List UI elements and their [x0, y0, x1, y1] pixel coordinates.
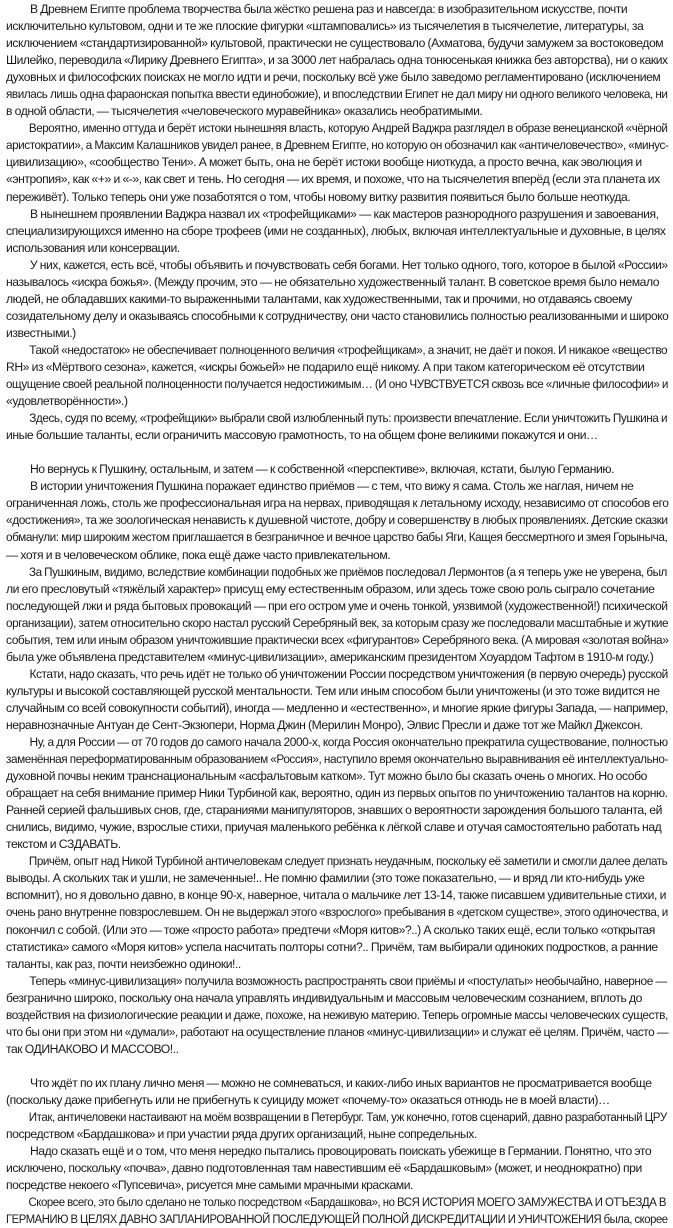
- text-line: ограниченная ложь, столь же профессиональная игра на нервах, приводящая к летальному исходу, независимо от способов его: [6, 496, 669, 511]
- text-line: — хотя и в человеческом облике, пока ещё даже часто привлекательном.: [6, 547, 391, 562]
- text-line: организации), затем относительно скоро настал русский Серебряный век, за которым сразу же последовали масштабные и жуткие: [6, 615, 669, 630]
- text-line: В нынешнем проявлении Ваджра назвал их «трофейщиками» — как мастеров разнородного разрушения и завоевания,: [29, 206, 659, 221]
- text-line: Шилейко, переводила «Лирику Древнего Египта», и за 3000 лет набралась одна тонюсенькая книжка без авторства), ни о каких: [6, 53, 668, 68]
- text-line: Итак, античеловеки настаивают на моём возвращении в Петербург. Там, уж конечно, готов сценарий, давно разработанный ЦРУ: [28, 1110, 667, 1125]
- text-line: Скорее всего, это было сделано не только посредством «Бардашкова», но ВСЯ ИСТОРИЯ МОЕГО ЗАМУЖЕСТВА И ОТЪЕЗДА В: [28, 1195, 667, 1210]
- text-line: таланты, как раз, почти неизбежно одиноки!..: [6, 956, 241, 971]
- paragraph: [6, 410, 669, 444]
- text-line: (поскольку даже прибегнуть или не прибегнуть к суициду может «почему-то» оказаться отнюдь не в моей власти)…: [6, 1093, 610, 1107]
- paragraph: [6, 973, 669, 1058]
- text-line: заменённая переформатированным образованием «Россия», наступило время окончательно выравнивания её интеллектуально-: [6, 752, 668, 767]
- text-line: покончил с собой. (Или это — тоже «просто работа» предтечи «Моря китов»?..) А сколько таких ещё, если только «открытая: [6, 922, 655, 937]
- paragraph: [6, 461, 669, 478]
- text-line: Вероятно, именно оттуда и берёт истоки нынешняя власть, которую Андрей Ваджра разглядел в образе венецианской «чёрной: [28, 121, 668, 136]
- text-line: иные большие таланты, если ограничить массовую грамотность, то на общем фоне великими покажутся и они…: [6, 428, 598, 443]
- paragraph: [6, 1143, 669, 1194]
- text-line: исключительно культовом, одни и те же плоские фигурки «штамповались» из тысячелетия в тысячелетие, литературы, за: [6, 19, 644, 34]
- paragraph: [6, 120, 669, 205]
- text-line: «энтропия», как «+» и «-», как свет и тень. Но сегодня — их время, и похоже, что на тысячелетия вперёд (если эта планета их: [6, 172, 660, 187]
- text-line: очень рано внутренне повзрослевшем. Он не выдержал этого «взрослого» пребывания в «детском существе», этого одиночества, и: [6, 905, 668, 920]
- text-line: выводы. А скольких так и ушли, не замеченные!.. Не помню фамилии (это тоже показательно, — и вряд ли кто-нибудь уже: [6, 871, 645, 886]
- text-line: За Пушкиным, видимо, вследствие комбинации подобных же приёмов последовал Лермонтов (а я теперь уже не уверена, был: [28, 564, 667, 579]
- text-line: обманули: мир широким жестом приглашается в безграничное и вечное царство бабы Яги, Кащея бессмертного и змея Горыныча,: [6, 530, 668, 545]
- text-line: Что ждёт по их плану лично меня — можно не сомневаться, и каких-либо иных вариантов не просматривается вообще: [29, 1075, 652, 1090]
- text-line: посредством «Бардашкова» и при участии ряда других организаций, ныне сопредельных.: [6, 1127, 477, 1142]
- paragraph: [6, 1075, 669, 1109]
- blank-line-spacer: [6, 444, 669, 461]
- text-line: снились, видимо, чужие, взрослые стихи, приучая маленького ребёнка к лёгкой славе и отучая самостоятельно работать над: [6, 820, 662, 835]
- text-line: была уже объявлена представителем «минус-цивилизации», американским президентом Хоуардом Тафтом в 1910-м году.): [6, 649, 654, 664]
- text-line: использования или консервации.: [6, 240, 180, 255]
- paragraph: [6, 1109, 669, 1143]
- text-line: духовной почвы неким транснациональным «асфальтовым катком». Тут можно было бы сказать очень о многих. Но особо: [6, 769, 647, 784]
- text-line: Здесь, судя по всему, «трофейщики» выбрали свой излюбленный путь: произвести впечатление. Если уничтожить Пушкина и: [29, 411, 668, 426]
- text-line: аристократии», а Максим Калашников увидел ранее, в Древнем Египте, но которую он обозначил как «античеловечество», «минус-: [6, 138, 669, 153]
- text-line: людей, не обладавших какими-то выраженными талантами, как художественными, так и прочими, но отдаваясь своему: [6, 291, 632, 306]
- text-line: случайным со всей совокупности событий), иногда — медленно и «естественно», и многие яркие фигуры Запада, — например,: [6, 700, 668, 715]
- text-line: воздействия на физиологические реакции и даже, похоже, на неживую материю. Теперь огромные массы человеческих существ,: [6, 1007, 668, 1022]
- paragraph: [6, 853, 669, 972]
- text-line: называлось «искра божья». (Между прочим, это — не обязательно художественный талант. В советское время было немало: [6, 274, 660, 289]
- text-line: В Древнем Египте проблема творчества была жёстко решена раз и навсегда: в изобразительном искусстве, почти: [29, 2, 628, 16]
- text-line: текстом и СЗДАВАТЬ.: [6, 837, 121, 852]
- text-line: последующей лжи и ряда бытовых провокаций — при его остром уме и очень тонкой, уязвимой (художественной!) психической: [6, 598, 668, 613]
- paragraph: [6, 206, 669, 257]
- text-line: Кстати, надо сказать, что речь идёт не только об уничтожении России посредством уничтожения (в первую очередь) русской: [29, 666, 668, 681]
- text-line: в одной области, — тысячелетия «человеческого муравейника» оказались необратимыми.: [6, 104, 483, 119]
- text-line: Надо сказать ещё и о том, что меня нередко пытались провоцировать поискать убежище в Германии. Понятно, что это: [29, 1144, 652, 1159]
- text-line: вспомнит), но я довольно давно, в конце 90-х, наверное, читала о мальчике лет 13-14, также писавшем удивительные стихи, и: [6, 888, 666, 903]
- blank-line-spacer: [6, 1058, 669, 1075]
- text-line: исключено, поскольку «почва», давно подготовленная там навестившим её «Бардашковым» (может, и неоднократно) при: [6, 1161, 642, 1176]
- text-line: ГЕРМАНИЮ В ЦЕЛЯХ ДАВНО ЗАПЛАНИРОВАННОЙ ПОСЛЕДУЮЩЕЙ ПОЛНОЙ ДИСКРЕДИТАЦИИ И УНИЧТОЖЕНИЯ была, скорее: [6, 1212, 668, 1227]
- text-line: переживёт). Только теперь они уже позаботятся о том, чтобы новому витку развития появиться было больше неоткуда.: [6, 189, 631, 204]
- text-line: В истории уничтожения Пушкина поражает единство приёмов — с тем, что вижу я сама. Столь же наглая, ничем не: [29, 479, 634, 494]
- text-line: безгранично широко, поскольку она начала управлять индивидуальным и массовым человеческим сознанием, вплоть до: [6, 990, 642, 1005]
- text-line: У них, кажется, есть всё, чтобы объявить и почувствовать себя богами. Нет только одного, того, которое в былой «России»: [29, 257, 668, 272]
- text-line: специализирующихся именно на сборе трофеев (ими не созданных), любых, включая интеллектуальные и духовные, в целях: [6, 223, 666, 238]
- text-line: «удовлетворённости».): [6, 394, 128, 409]
- text-line: события, тем или иным образом уничтожившие практически всех «фигурантов» Серебряного века. (А мировая «золотая война»: [6, 632, 669, 647]
- text-line: статистика» самого «Моря китов» успела насчитать полторы сотни?.. Причём, там выбирали одиноких подростков, а ранние: [6, 939, 658, 954]
- paragraph: [6, 564, 669, 666]
- text-line: «достижения», та же зоологическая ненависть к душевной чистоте, добру и совершенству в любых проявлениях. Детские сказки: [6, 513, 668, 528]
- text-line: Причём, опыт над Никой Турбиной античеловекам следует признать неудачным, поскольку её заметили и смогли далее делать: [28, 854, 668, 869]
- paragraph: [6, 342, 669, 410]
- text-line: Ранней серией фальшивых снов, где, стараниями манипуляторов, знавших о вероятности зарождения большого таланта, ей: [6, 803, 662, 818]
- text-line: неравнозначные Антуан де Сент-Экзюпери, Норма Джин (Мерилин Монро), Элвис Пресли и даже тот же Майкл Джексон.: [6, 717, 643, 732]
- text-line: Но вернусь к Пушкину, остальным, и затем — к собственной «перспективе», включая, кстати, былую Германию.: [29, 462, 614, 477]
- text-line: исключением «стандартизированной» культовой, практически не существовало (Ахматова, будучи замужем за востоковедом: [6, 36, 664, 51]
- text-line: что бы они при этом ни «думали», работают на осуществление планов «минус-цивилизации» и служат её целям. Причём, часто —: [6, 1024, 669, 1039]
- paragraph: [6, 257, 669, 342]
- text-line: так ОДИНАКОВО И МАССОВО!..: [6, 1041, 179, 1056]
- text-line: посредстве некоего «Пупсевича», рисуется мне самыми мрачными красками.: [6, 1178, 413, 1193]
- text-line: цивилизацию», «сообщество Тени». А может быть, она не берёт истоки вообще ниоткуда, а просто вечна, как эволюция и: [6, 155, 642, 170]
- paragraph: [6, 1, 669, 120]
- text-line: Такой «недостаток» не обеспечивает полноценного величия «трофейщикам», а значит, не даёт и покоя. И никакое «вещество: [29, 342, 668, 357]
- paragraph: [6, 666, 669, 734]
- text-line: известными.): [6, 325, 76, 340]
- text-line: культуры и высокой составляющей русской ментальности. Тем или иным способом были уничтожены (и это тоже видится не: [6, 683, 660, 698]
- text-line: явилась лишь одна фараонская попытка ввести единобожие), и впоследствии Египет не дал миру ни одного великого человека, ни: [6, 87, 668, 102]
- paragraph: [6, 734, 669, 853]
- text-line: обращает на себя внимание пример Ники Турбиной как, вероятно, один из первых опытов по уничтожению талантов на корню.: [6, 786, 668, 801]
- text-line: ощущение своей реальной полноценности получается недостижимым… (И оно ЧУВСТВУЕТСЯ сквозь все «личные философии» и: [6, 377, 668, 392]
- paragraph: [6, 478, 669, 563]
- text-line: Теперь «минус-цивилизация» получила возможность распространять свои приёмы и «постулаты» необычайно, наверное —: [29, 973, 667, 988]
- text-line: созидательному делу и оказываясь способными к сотрудничеству, они часто становились полностью реализованными и широко: [6, 308, 669, 323]
- text-line: духовных и философских поисках не могло идти и речи, поскольку всё уже было заведомо регламентировано (исключением: [6, 70, 661, 85]
- text-line: Ну, а для России — от 70 годов до самого начала 2000-х, когда Россия окончательно прекратила существование, полностью: [29, 735, 668, 750]
- text-line: ли его пресловутый «тяжёлый характер» присущ ему естественным образом, или здесь тоже свою роль сыграло сочетание: [6, 581, 655, 596]
- paragraph: [6, 1194, 669, 1228]
- text-line: RH» из «Мёртвого сезона», кажется, «искры божьей» не подарило ещё никому. А при таком категорическом её отсутствии: [6, 359, 645, 374]
